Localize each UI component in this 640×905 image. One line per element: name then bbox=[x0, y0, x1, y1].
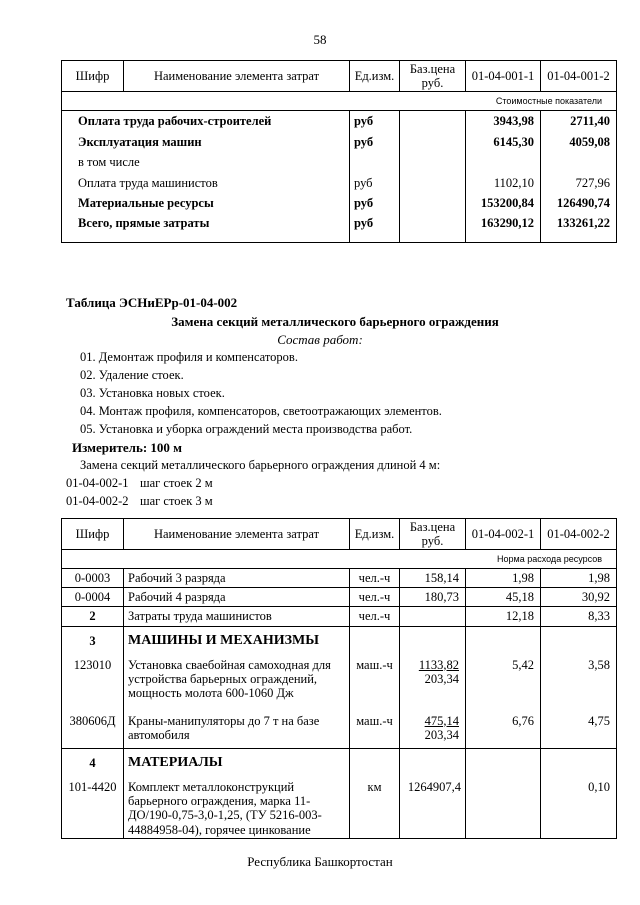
row-name: Установка сваебойная самоходная для устройства барьерных ограждений, мощность молота 600-1060 Дж bbox=[124, 655, 350, 711]
header-base-price: Баз.цена руб. bbox=[400, 61, 466, 92]
section-row bbox=[62, 627, 617, 655]
row-v1: 45,18 bbox=[466, 588, 541, 607]
meter: Измеритель: 100 м bbox=[72, 440, 183, 455]
row-v1: 163290,12 bbox=[466, 214, 541, 243]
row-v2: 3,58 bbox=[541, 655, 617, 711]
row-v1 bbox=[466, 152, 541, 173]
section-code: 4 bbox=[62, 749, 124, 777]
composition-label: Состав работ: bbox=[277, 332, 363, 347]
row-name: Эксплуатация машин bbox=[62, 132, 350, 153]
price-top: 1133,82 bbox=[418, 657, 459, 672]
row-v2 bbox=[541, 152, 617, 173]
header-col1: 01-04-001-1 bbox=[466, 61, 541, 92]
row-v1: 3943,98 bbox=[466, 111, 541, 132]
row-code: 2 bbox=[62, 607, 124, 627]
header-col2: 01-04-002-2 bbox=[541, 519, 617, 550]
footer: Республика Башкортостан bbox=[247, 854, 393, 869]
section-row bbox=[62, 749, 617, 777]
row-unit: маш.-ч bbox=[350, 711, 400, 749]
resource-table bbox=[61, 518, 617, 839]
table-row bbox=[62, 588, 617, 607]
row-v2: 1,98 bbox=[541, 569, 617, 588]
header-code: Шифр bbox=[62, 519, 124, 550]
row-name: Комплект металлоконструкций барьерного ограждения, марка 11-ДО/190-0,75-3,0-1,25, (ТУ 5216-003-44884958-04), горячее цинкование bbox=[124, 777, 350, 839]
table-row bbox=[62, 152, 617, 173]
row-code: 101-4420 bbox=[62, 777, 124, 839]
cost-table bbox=[61, 60, 617, 243]
row-v1: 153200,84 bbox=[466, 193, 541, 214]
cost-table-header bbox=[62, 61, 617, 92]
row-unit: руб bbox=[350, 132, 400, 153]
cost-table-subheader bbox=[62, 92, 617, 111]
price-top: 475,14 bbox=[424, 713, 459, 728]
row-v2: 4059,08 bbox=[541, 132, 617, 153]
row-price bbox=[400, 711, 466, 749]
row-code: 123010 bbox=[62, 655, 124, 711]
row-v1: 1102,10 bbox=[466, 173, 541, 194]
row-v1: 6145,30 bbox=[466, 132, 541, 153]
table-row bbox=[62, 655, 617, 711]
row-v2: 133261,22 bbox=[541, 214, 617, 243]
price-bottom: 203,34 bbox=[424, 727, 459, 742]
row-code: 0-0004 bbox=[62, 588, 124, 607]
header-code: Шифр bbox=[62, 61, 124, 92]
row-v1 bbox=[466, 777, 541, 839]
table-row bbox=[62, 711, 617, 749]
row-price: 1264907,4 bbox=[400, 777, 466, 839]
row-unit: руб bbox=[350, 214, 400, 243]
row-v1: 12,18 bbox=[466, 607, 541, 627]
subheader-norm: Норма расхода ресурсов bbox=[62, 550, 617, 569]
header-unit: Ед.изм. bbox=[350, 61, 400, 92]
row-v2: 4,75 bbox=[541, 711, 617, 749]
variant-code: 01-04-002-2 bbox=[66, 494, 129, 508]
row-name: Всего, прямые затраты bbox=[62, 214, 350, 243]
row-unit: руб bbox=[350, 193, 400, 214]
variant-text: шаг стоек 3 м bbox=[140, 494, 213, 508]
table-row bbox=[62, 777, 617, 839]
table-row bbox=[62, 173, 617, 194]
row-name: Рабочий 3 разряда bbox=[124, 569, 350, 588]
row-name: Оплата труда рабочих-строителей bbox=[62, 111, 350, 132]
row-price bbox=[400, 607, 466, 627]
header-col2: 01-04-001-2 bbox=[541, 61, 617, 92]
row-name: Затраты труда машинистов bbox=[124, 607, 350, 627]
row-v1: 5,42 bbox=[466, 655, 541, 711]
row-v2: 2711,40 bbox=[541, 111, 617, 132]
row-code: 380606Д bbox=[62, 711, 124, 749]
variant-code: 01-04-002-1 bbox=[66, 476, 129, 490]
table-row bbox=[62, 214, 617, 243]
header-col1: 01-04-002-1 bbox=[466, 519, 541, 550]
resource-table-subheader bbox=[62, 550, 617, 569]
row-unit bbox=[350, 152, 400, 173]
table-row bbox=[62, 193, 617, 214]
resource-table-header bbox=[62, 519, 617, 550]
table-row bbox=[62, 607, 617, 627]
row-name: Оплата труда машинистов bbox=[62, 173, 350, 194]
page-number: 58 bbox=[313, 32, 327, 47]
variant-text: шаг стоек 2 м bbox=[140, 476, 213, 490]
work-item: 03. Установка новых стоек. bbox=[80, 386, 225, 400]
row-code: 0-0003 bbox=[62, 569, 124, 588]
description: Замена секций металлического барьерного ограждения длиной 4 м: bbox=[80, 458, 441, 472]
work-item: 04. Монтаж профиля, компенсаторов, светоотражающих элементов. bbox=[80, 404, 442, 418]
header-name: Наименование элемента затрат bbox=[124, 61, 350, 92]
row-v1: 1,98 bbox=[466, 569, 541, 588]
work-item: 01. Демонтаж профиля и компенсаторов. bbox=[80, 350, 298, 364]
row-name: Краны-манипуляторы до 7 т на базе автомобиля bbox=[124, 711, 350, 749]
table-title: Таблица ЭСНиЕРр-01-04-002 bbox=[66, 295, 238, 310]
section-name: МАШИНЫ И МЕХАНИЗМЫ bbox=[124, 627, 350, 655]
row-unit: км bbox=[350, 777, 400, 839]
row-v2: 8,33 bbox=[541, 607, 617, 627]
row-v1: 6,76 bbox=[466, 711, 541, 749]
row-v2: 30,92 bbox=[541, 588, 617, 607]
section-heading: Замена секций металлического барьерного ограждения bbox=[171, 314, 499, 329]
row-v2: 126490,74 bbox=[541, 193, 617, 214]
section-code: 3 bbox=[62, 627, 124, 655]
table-row bbox=[62, 569, 617, 588]
row-v2: 0,10 bbox=[541, 777, 617, 839]
table-row bbox=[62, 111, 617, 132]
row-unit: руб bbox=[350, 173, 400, 194]
row-name: в том числе bbox=[62, 152, 350, 173]
row-unit: чел.-ч bbox=[350, 607, 400, 627]
row-unit: чел.-ч bbox=[350, 569, 400, 588]
row-price: 180,73 bbox=[400, 588, 466, 607]
row-unit: руб bbox=[350, 111, 400, 132]
row-name: Материальные ресурсы bbox=[62, 193, 350, 214]
row-price: 158,14 bbox=[400, 569, 466, 588]
work-item: 05. Установка и уборка ограждений места производства работ. bbox=[80, 422, 413, 436]
row-unit: маш.-ч bbox=[350, 655, 400, 711]
subheader-cost: Стоимостные показатели bbox=[62, 92, 617, 111]
header-unit: Ед.изм. bbox=[350, 519, 400, 550]
header-base-price: Баз.цена руб. bbox=[400, 519, 466, 550]
row-name: Рабочий 4 разряда bbox=[124, 588, 350, 607]
price-bottom: 203,34 bbox=[424, 671, 459, 686]
section-name: МАТЕРИАЛЫ bbox=[124, 749, 350, 777]
work-item: 02. Удаление стоек. bbox=[80, 368, 184, 382]
row-unit: чел.-ч bbox=[350, 588, 400, 607]
row-v2: 727,96 bbox=[541, 173, 617, 194]
row-price bbox=[400, 655, 466, 711]
table-row bbox=[62, 132, 617, 153]
header-name: Наименование элемента затрат bbox=[124, 519, 350, 550]
